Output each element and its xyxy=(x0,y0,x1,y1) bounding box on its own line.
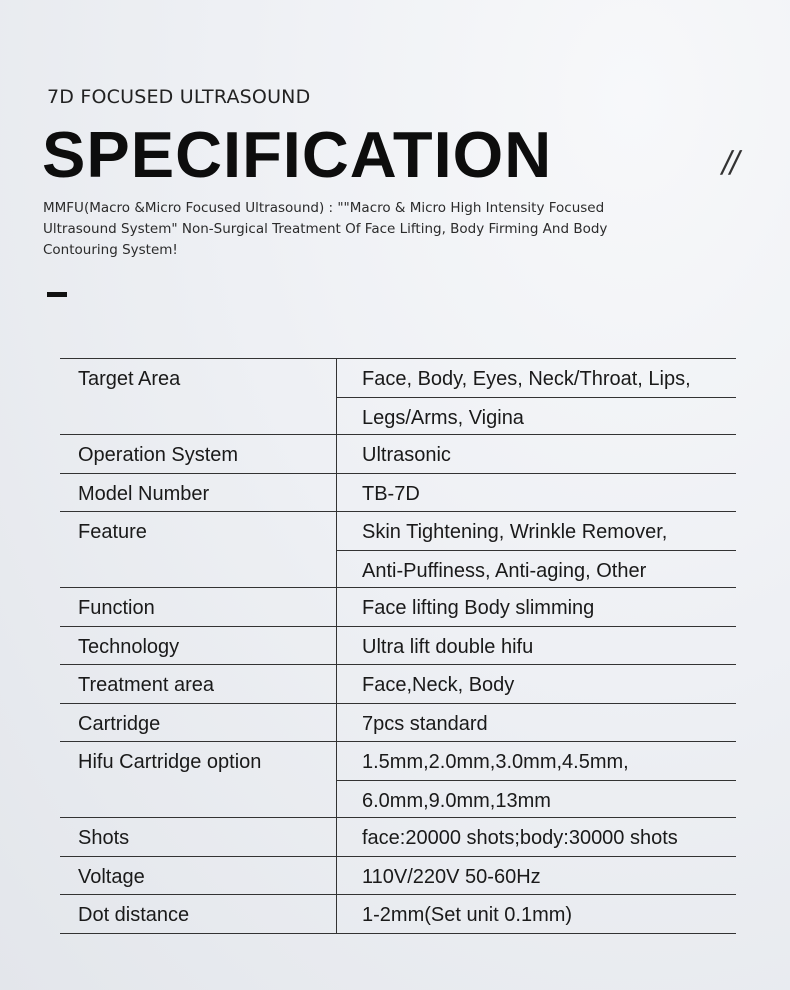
spec-values xyxy=(337,474,736,512)
table-row xyxy=(60,895,736,934)
table-row xyxy=(60,818,736,857)
table-row xyxy=(60,857,736,896)
spec-values xyxy=(337,818,736,856)
spec-value: Face lifting Body slimming xyxy=(362,597,595,619)
table-row xyxy=(60,665,736,704)
spec-value: 7pcs standard xyxy=(362,712,488,735)
spec-key: Operation System xyxy=(60,435,337,473)
page-title: SPECIFICATION xyxy=(42,118,553,191)
spec-key: Model Number xyxy=(60,474,337,512)
spec-key: Target Area xyxy=(60,359,337,434)
spec-key: Function xyxy=(60,588,337,626)
spec-value: Face,Neck, Body xyxy=(362,674,515,696)
spec-key: Dot distance xyxy=(60,895,337,933)
spec-value: Legs/Arms, Vigina xyxy=(337,397,736,435)
spec-value: 110V/220V 50-60Hz xyxy=(362,865,541,888)
spec-value: 6.0mm,9.0mm,13mm xyxy=(337,780,736,818)
table-row xyxy=(60,474,736,513)
spec-value: Face, Body, Eyes, Neck/Throat, Lips, xyxy=(362,368,691,390)
spec-values xyxy=(337,742,736,817)
dash-divider xyxy=(47,292,67,297)
table-row xyxy=(60,627,736,666)
table-row xyxy=(60,359,736,435)
kicker: 7D FOCUSED ULTRASOUND xyxy=(47,86,311,108)
table-row xyxy=(60,588,736,627)
description: MMFU(Macro &Micro Focused Ultrasound) : ""Macro & Micro High Intensity Focused Ultrasound System" Non-Surgical Treatment Of Face Lifting, Body Firming And Body Contouring System! xyxy=(43,200,608,258)
slash-decoration: // xyxy=(718,145,742,180)
spec-values xyxy=(337,704,736,742)
spec-value: Anti-Puffiness, Anti-aging, Other xyxy=(337,550,736,588)
spec-key: Cartridge xyxy=(60,704,337,742)
spec-value: Ultra lift double hifu xyxy=(362,635,534,658)
spec-key: Hifu Cartridge option xyxy=(60,742,337,817)
spec-key: Technology xyxy=(60,627,337,665)
spec-values xyxy=(337,895,736,933)
table-row xyxy=(60,704,736,743)
spec-key: Treatment area xyxy=(60,665,337,703)
spec-value: 1-2mm(Set unit 0.1mm) xyxy=(362,904,573,926)
spec-values xyxy=(337,512,736,587)
table-row xyxy=(60,512,736,588)
spec-value: Skin Tightening, Wrinkle Remover, xyxy=(362,521,668,543)
spec-value: Ultrasonic xyxy=(362,444,451,466)
spec-values xyxy=(337,627,736,665)
table-row xyxy=(60,435,736,474)
spec-value: TB-7D xyxy=(362,482,420,505)
spec-value: face:20000 shots;body:30000 shots xyxy=(362,827,678,849)
spec-values xyxy=(337,665,736,703)
spec-values xyxy=(337,435,736,473)
spec-key: Voltage xyxy=(60,857,337,895)
spec-values xyxy=(337,857,736,895)
spec-key: Shots xyxy=(60,818,337,856)
spec-table xyxy=(60,358,736,934)
table-row xyxy=(60,742,736,818)
spec-value: 1.5mm,2.0mm,3.0mm,4.5mm, xyxy=(362,751,629,773)
spec-values xyxy=(337,588,736,626)
spec-values xyxy=(337,359,736,434)
spec-key: Feature xyxy=(60,512,337,587)
